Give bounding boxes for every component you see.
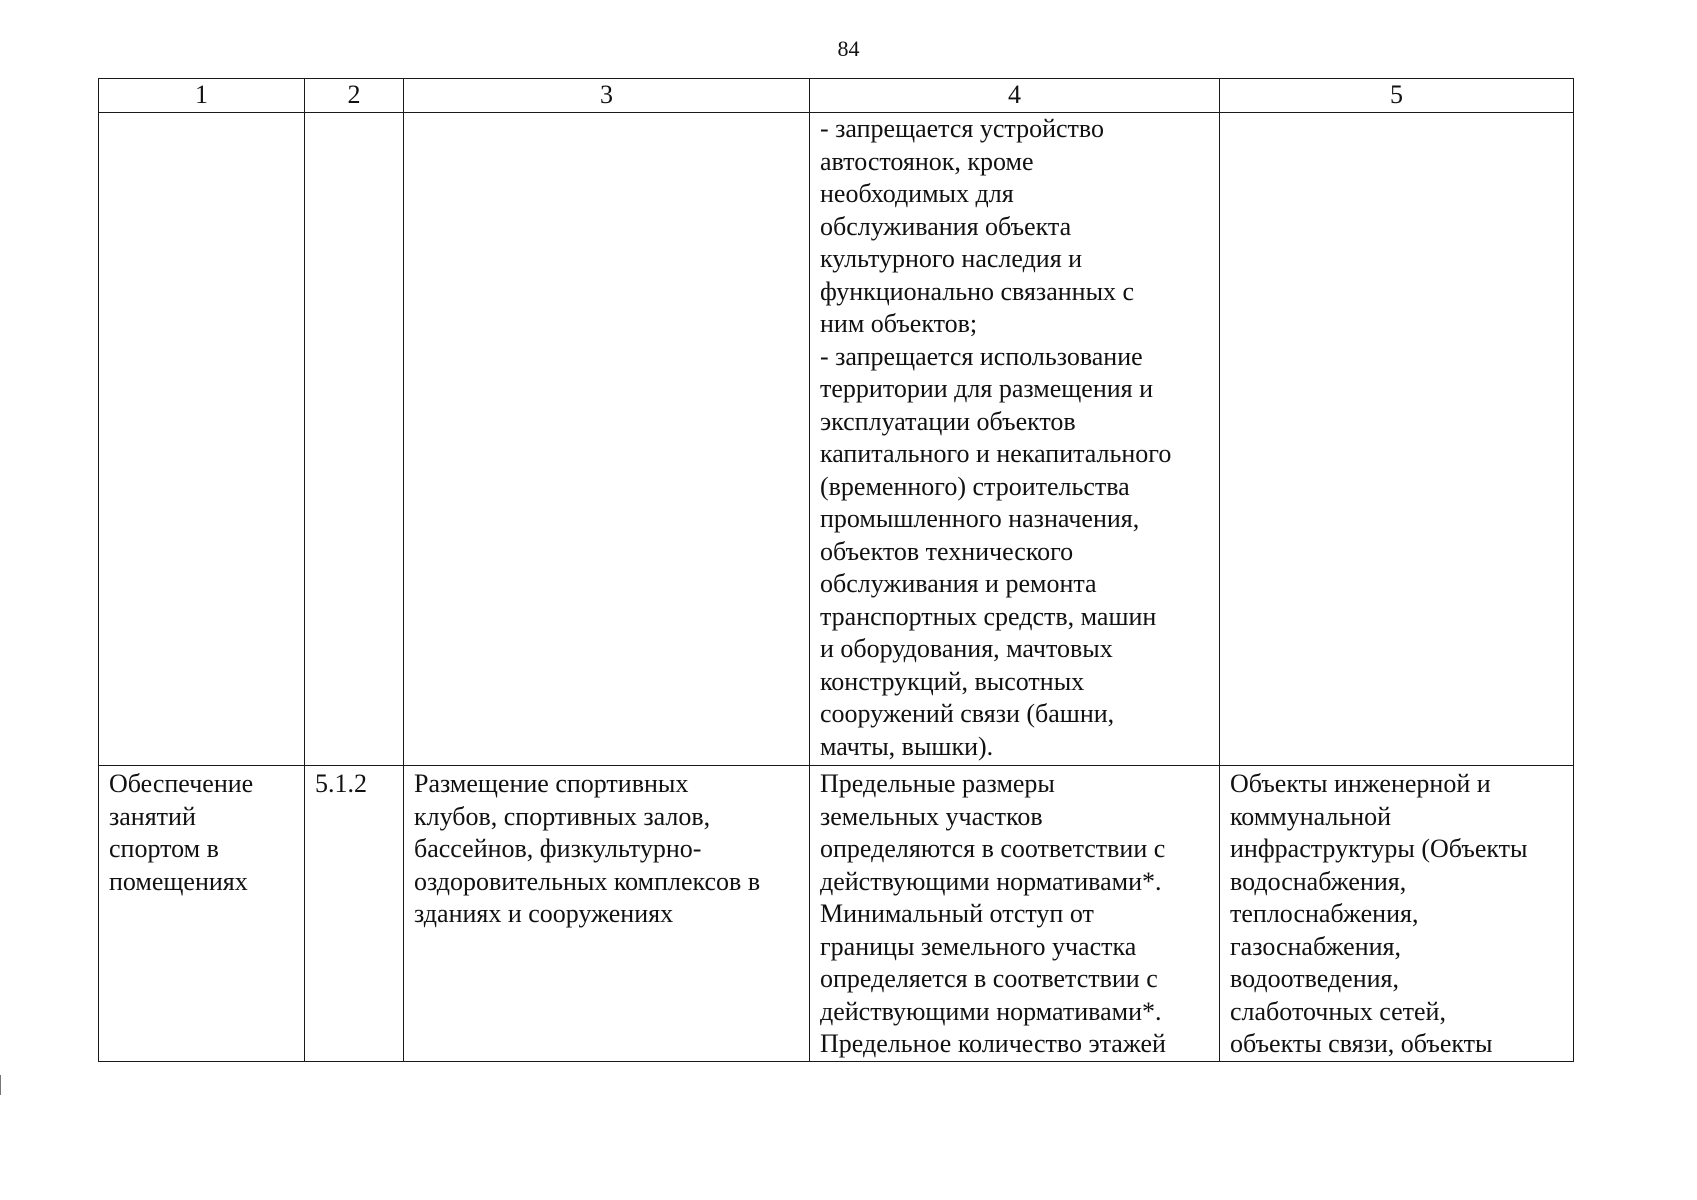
cell-use-type (99, 766, 305, 1062)
header-col-5: 5 (1220, 79, 1574, 113)
table-row (99, 766, 1574, 1062)
table-row (99, 113, 1574, 766)
cell-use-type (99, 113, 305, 766)
page-number: 84 (837, 36, 860, 61)
cell-auxiliary (1220, 113, 1574, 766)
cell-parameters (810, 113, 1220, 766)
cell-text: 5.1.2 (315, 769, 367, 798)
header-col-1: 1 (99, 79, 305, 113)
table-header (99, 79, 1574, 113)
cell-code (305, 766, 404, 1062)
cell-description (404, 766, 810, 1062)
cell-text: Обеспечение занятий спортом в помещениях (109, 769, 254, 896)
header-row (99, 79, 1574, 113)
cell-code (305, 113, 404, 766)
header-col-3: 3 (404, 79, 810, 113)
header-col-2: 2 (305, 79, 404, 113)
cell-text: Предельные размеры земельных участков определяются в соответствии с действующими нормативами*. Минимальный отступ от границы земельного участка определяется в соответствии с действующими нормативами*. Предельное количество этажей (820, 769, 1166, 1058)
cell-text: - запрещается устройство автостоянок, кроме необходимых для обслуживания объекта культурного наследия и функционально связанных с ним объектов; - запрещается использование территории для размещения и эксплуатации объектов капитального и некапитального (временного) строительства промышленного назначения, объектов технического обслуживания и ремонта транспортных средств, машин и оборудования, мачтовых конструкций, высотных сооружений связи (башни, мачты, вышки). (820, 114, 1172, 761)
table-body (99, 113, 1574, 1062)
cell-auxiliary (1220, 766, 1574, 1062)
regulations-table (98, 78, 1574, 1062)
header-col-4: 4 (810, 79, 1220, 113)
cell-text: Объекты инженерной и коммунальной инфраструктуры (Объекты водоснабжения, теплоснабжения, газоснабжения, водоотведения, слаботочных сетей, объекты связи, объекты (1230, 769, 1528, 1058)
cell-description (404, 113, 810, 766)
cell-parameters (810, 766, 1220, 1062)
scan-edge-mark (0, 1075, 7, 1095)
cell-text: Размещение спортивных клубов, спортивных залов, бассейнов, физкультурно- оздоровительных комплексов в зданиях и сооружениях (414, 769, 761, 928)
